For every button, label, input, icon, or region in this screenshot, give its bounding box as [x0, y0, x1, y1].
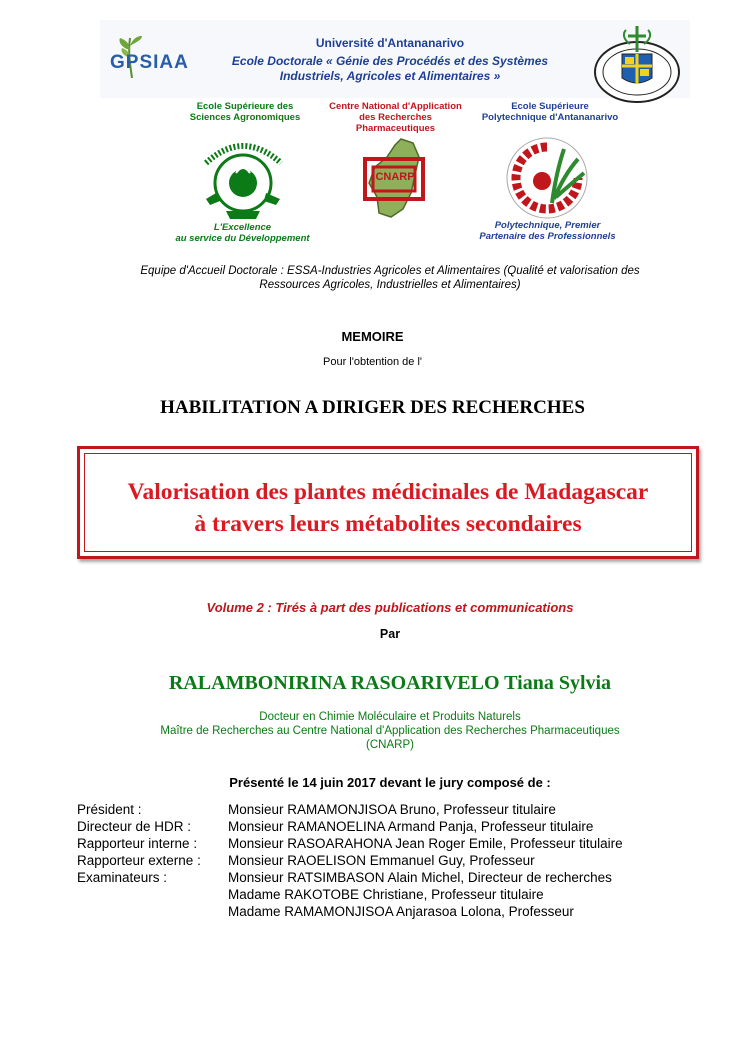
equipe-line2: Ressources Agricoles, Industrielles et Alimentaires) — [259, 279, 521, 291]
par-label: Par — [379, 627, 401, 641]
author-name: RALAMBONIRINA RASOARIVELO Tiana Sylvia — [168, 672, 612, 694]
thesis-title-line1: Valorisation des plantes médicinales de Madagascar — [127, 479, 649, 505]
diploma-title: HABILITATION A DIRIGER DES RECHERCHES — [160, 397, 585, 418]
header-text — [210, 36, 570, 84]
credential-line3: (CNARP) — [366, 739, 414, 751]
jury-role: Rapporteur externe : — [77, 853, 201, 868]
cnarp-block — [318, 101, 473, 134]
essa-motto — [160, 222, 325, 244]
essa-block — [165, 101, 325, 123]
cnarp-logo — [353, 137, 435, 219]
espa-motto-line1: Polytechnique, Premier — [494, 220, 601, 231]
gear-icon — [502, 133, 592, 223]
equipe-line1: Equipe d'Accueil Doctorale : ESSA-Industries Agricoles et Alimentaires (Qualité et valorisation des — [140, 265, 640, 277]
university-name: Université d'Antananarivo — [315, 36, 465, 50]
jury-member: Monsieur RAMAMONJISOA Bruno, Professeur titulaire — [228, 802, 556, 817]
credential-line2: Maître de Recherches au Centre National d'Application des Recherches Pharmaceutiques — [160, 725, 620, 737]
thesis-title-frame — [84, 453, 692, 552]
espa-name-line1: Ecole Supérieure — [511, 101, 589, 112]
jury-row — [77, 818, 593, 835]
jury-role: Rapporteur interne : — [77, 836, 198, 851]
university-seal — [592, 22, 682, 104]
jury-member: Madame RAKOTOBE Christiane, Professeur titulaire — [228, 887, 544, 902]
presentation-date: Présenté le 14 juin 2017 devant le jury composé de : — [229, 775, 551, 790]
espa-block — [470, 101, 630, 123]
jury-row — [77, 869, 612, 886]
jury-member: Monsieur RASOARAHONA Jean Roger Emile, Professeur titulaire — [228, 836, 623, 851]
jury-row — [77, 835, 623, 852]
jury-role: Président : — [77, 802, 142, 817]
essa-logo — [196, 133, 291, 223]
gpsiaa-logo-text: GPSIAA — [110, 52, 189, 73]
credential-line1: Docteur en Chimie Moléculaire et Produits Naturels — [259, 711, 521, 723]
jury-row — [77, 903, 574, 920]
thesis-title-box — [77, 446, 699, 559]
essa-emblem-icon — [196, 133, 291, 223]
jury-role: Examinateurs : — [77, 870, 168, 885]
volume-subtitle: Volume 2 : Tirés à part des publications et communications — [206, 600, 574, 615]
cnarp-name-line2: des Recherches — [359, 112, 432, 123]
espa-logo — [502, 133, 592, 223]
cnarp-name-line3: Pharmaceutiques — [355, 123, 436, 134]
essa-motto-line2: au service du Développement — [175, 233, 310, 244]
equipe-accueil — [95, 264, 685, 292]
obtention-text: Pour l'obtention de l' — [323, 356, 422, 368]
espa-motto-line2: Partenaire des Professionnels — [479, 231, 616, 242]
jury-member: Madame RAMAMONJISOA Anjarasoa Lolona, Professeur — [228, 904, 574, 919]
thesis-title-line2: à travers leurs métabolites secondaires — [194, 511, 582, 537]
doctoral-school-line1: Ecole Doctorale « Génie des Procédés et des Systèmes — [231, 54, 549, 68]
cnarp-name-line1: Centre National d'Application — [329, 101, 462, 112]
cnarp-logo-text: CNARP — [375, 171, 415, 183]
jury-member: Monsieur RATSIMBASON Alain Michel, Directeur de recherches — [228, 870, 612, 885]
espa-motto — [465, 220, 630, 242]
doctoral-school-line2: Industriels, Agricoles et Alimentaires » — [279, 69, 501, 83]
jury-row — [77, 886, 544, 903]
jury-row — [77, 801, 556, 818]
memoire-heading: MEMOIRE — [341, 329, 404, 344]
jury-row — [77, 852, 535, 869]
jury-role: Directeur de HDR : — [77, 819, 192, 834]
gpsiaa-logo — [108, 30, 208, 82]
jury-member: Monsieur RAOELISON Emmanuel Guy, Professeur — [228, 853, 535, 868]
espa-name-line2: Polytechnique d'Antananarivo — [481, 112, 619, 123]
essa-motto-line1: L'Excellence — [213, 222, 272, 233]
jury-member: Monsieur RAMANOELINA Armand Panja, Professeur titulaire — [228, 819, 594, 834]
thesis-title — [85, 454, 691, 540]
seal-icon — [592, 22, 682, 104]
essa-name-line1: Ecole Supérieure des — [196, 101, 294, 112]
essa-name-line2: Sciences Agronomiques — [189, 112, 301, 123]
